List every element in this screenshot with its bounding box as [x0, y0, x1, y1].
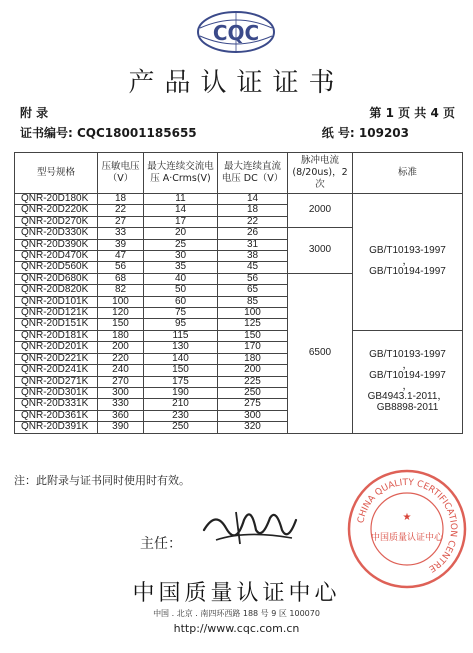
dc-voltage-cell: 22 [218, 216, 288, 227]
header-model: 型号规格 [15, 153, 98, 194]
pulse-current-cell: 2000 [288, 194, 353, 228]
standard-cell [353, 194, 463, 331]
model-cell: QNR-20D181K [15, 330, 98, 341]
varistor-voltage-cell: 22 [98, 205, 144, 216]
dc-voltage-cell: 100 [218, 308, 288, 319]
organization-name: 中国质量认证中心 [132, 581, 341, 606]
website-link[interactable]: http://www.cqc.com.cn [173, 622, 300, 635]
varistor-voltage-cell: 220 [98, 353, 144, 364]
header-varistor-voltage: 压敏电压（V） [98, 153, 144, 194]
paper-number: 纸 号: 109203 [321, 126, 409, 140]
varistor-voltage-cell: 39 [98, 239, 144, 250]
varistor-voltage-cell: 27 [98, 216, 144, 227]
organization-address: 中国 . 北京 . 南四环西路 188 号 9 区 100070 [153, 609, 320, 618]
director-label: 主任： [140, 536, 182, 552]
varistor-voltage-cell: 68 [98, 273, 144, 284]
varistor-voltage-cell: 360 [98, 410, 144, 421]
ac-voltage-cell: 230 [144, 410, 218, 421]
dc-voltage-cell: 300 [218, 410, 288, 421]
model-cell: QNR-20D241K [15, 365, 98, 376]
header-max-ac-voltage: 最大连续交流电压 A·Crms(V) [144, 153, 218, 194]
varistor-voltage-cell: 100 [98, 296, 144, 307]
specification-table [14, 152, 463, 434]
svg-text:★: ★ [402, 512, 412, 523]
dc-voltage-cell: 180 [218, 353, 288, 364]
dc-voltage-cell: 200 [218, 365, 288, 376]
ac-voltage-cell: 11 [144, 194, 218, 205]
varistor-voltage-cell: 270 [98, 376, 144, 387]
cqc-logo-icon [195, 10, 277, 54]
dc-voltage-cell: 250 [218, 387, 288, 398]
header-pulse-current: 脉冲电流 (8/20us)，2次 [288, 153, 353, 194]
model-cell: QNR-20D361K [15, 410, 98, 421]
dc-voltage-cell: 65 [218, 285, 288, 296]
model-cell: QNR-20D201K [15, 342, 98, 353]
official-seal-icon [346, 468, 468, 590]
ac-voltage-cell: 35 [144, 262, 218, 273]
logo-text: CQC [212, 21, 260, 45]
seal-center-text: 中国质量认证中心 [370, 533, 444, 543]
ac-voltage-cell: 75 [144, 308, 218, 319]
model-cell: QNR-20D331K [15, 399, 98, 410]
ac-voltage-cell: 60 [144, 296, 218, 307]
varistor-voltage-cell: 82 [98, 285, 144, 296]
varistor-voltage-cell: 390 [98, 422, 144, 433]
ac-voltage-cell: 130 [144, 342, 218, 353]
standard-line: GB/T10193-1997 [369, 245, 446, 257]
varistor-voltage-cell: 150 [98, 319, 144, 330]
certificate-number: 证书编号: CQC18001185655 [20, 126, 197, 140]
model-cell: QNR-20D820K [15, 285, 98, 296]
dc-voltage-cell: 14 [218, 194, 288, 205]
dc-voltage-cell: 225 [218, 376, 288, 387]
standard-line: GB/T10193-1997 [369, 349, 446, 361]
model-cell: QNR-20D680K [15, 273, 98, 284]
model-cell: QNR-20D101K [15, 296, 98, 307]
varistor-voltage-cell: 330 [98, 399, 144, 410]
varistor-voltage-cell: 200 [98, 342, 144, 353]
varistor-voltage-cell: 120 [98, 308, 144, 319]
ac-voltage-cell: 95 [144, 319, 218, 330]
model-cell: QNR-20D220K [15, 205, 98, 216]
model-cell: QNR-20D270K [15, 216, 98, 227]
ac-voltage-cell: 150 [144, 365, 218, 376]
model-cell: QNR-20D330K [15, 228, 98, 239]
standard-line: GB8898-2011 [376, 401, 439, 413]
ac-voltage-cell: 210 [144, 399, 218, 410]
dc-voltage-cell: 18 [218, 205, 288, 216]
dc-voltage-cell: 56 [218, 273, 288, 284]
dc-voltage-cell: 170 [218, 342, 288, 353]
header-standard: 标准 [353, 153, 463, 194]
varistor-voltage-cell: 18 [98, 194, 144, 205]
ac-voltage-cell: 175 [144, 376, 218, 387]
signature-icon [196, 500, 306, 550]
standard-cell [353, 330, 463, 433]
varistor-voltage-cell: 56 [98, 262, 144, 273]
standard-line: GB/T10194-1997 [369, 266, 446, 278]
model-cell: QNR-20D560K [15, 262, 98, 273]
model-cell: QNR-20D221K [15, 353, 98, 364]
dc-voltage-cell: 275 [218, 399, 288, 410]
model-cell: QNR-20D470K [15, 251, 98, 262]
dc-voltage-cell: 125 [218, 319, 288, 330]
dc-voltage-cell: 85 [218, 296, 288, 307]
dc-voltage-cell: 45 [218, 262, 288, 273]
varistor-voltage-cell: 240 [98, 365, 144, 376]
header-max-dc-voltage: 最大连续直流电压 DC（V） [218, 153, 288, 194]
varistor-voltage-cell: 47 [98, 251, 144, 262]
model-cell: QNR-20D180K [15, 194, 98, 205]
standard-line: ， [402, 380, 413, 392]
model-cell: QNR-20D121K [15, 308, 98, 319]
ac-voltage-cell: 14 [144, 205, 218, 216]
ac-voltage-cell: 40 [144, 273, 218, 284]
standard-line: GB4943.1-2011， [367, 391, 448, 403]
varistor-voltage-cell: 33 [98, 228, 144, 239]
table-header-row [15, 153, 463, 194]
dc-voltage-cell: 26 [218, 228, 288, 239]
certificate-title: 产品认证证书 [128, 68, 345, 98]
model-cell: QNR-20D391K [15, 422, 98, 433]
ac-voltage-cell: 115 [144, 330, 218, 341]
table-row [15, 194, 463, 205]
pulse-current-cell: 6500 [288, 273, 353, 433]
ac-voltage-cell: 190 [144, 387, 218, 398]
appendix-label: 附 录 [20, 106, 49, 120]
dc-voltage-cell: 31 [218, 239, 288, 250]
ac-voltage-cell: 20 [144, 228, 218, 239]
model-cell: QNR-20D301K [15, 387, 98, 398]
varistor-voltage-cell: 180 [98, 330, 144, 341]
ac-voltage-cell: 17 [144, 216, 218, 227]
standard-line: ， [402, 255, 413, 267]
validity-note: 注：此附录与证书同时使用时有效。 [14, 474, 190, 487]
model-cell: QNR-20D271K [15, 376, 98, 387]
dc-voltage-cell: 150 [218, 330, 288, 341]
dc-voltage-cell: 38 [218, 251, 288, 262]
table-row [15, 330, 463, 341]
ac-voltage-cell: 50 [144, 285, 218, 296]
model-cell: QNR-20D390K [15, 239, 98, 250]
seal-ring-text: CHINA QUALITY CERTIFICATION CENTRE [356, 477, 459, 574]
page-info: 第 1 页 共 4 页 [369, 106, 455, 120]
model-cell: QNR-20D151K [15, 319, 98, 330]
ac-voltage-cell: 30 [144, 251, 218, 262]
standard-line: ， [402, 359, 413, 371]
ac-voltage-cell: 140 [144, 353, 218, 364]
dc-voltage-cell: 320 [218, 422, 288, 433]
ac-voltage-cell: 250 [144, 422, 218, 433]
pulse-current-cell: 3000 [288, 228, 353, 274]
standard-line: GB/T10194-1997 [369, 370, 446, 382]
varistor-voltage-cell: 300 [98, 387, 144, 398]
ac-voltage-cell: 25 [144, 239, 218, 250]
